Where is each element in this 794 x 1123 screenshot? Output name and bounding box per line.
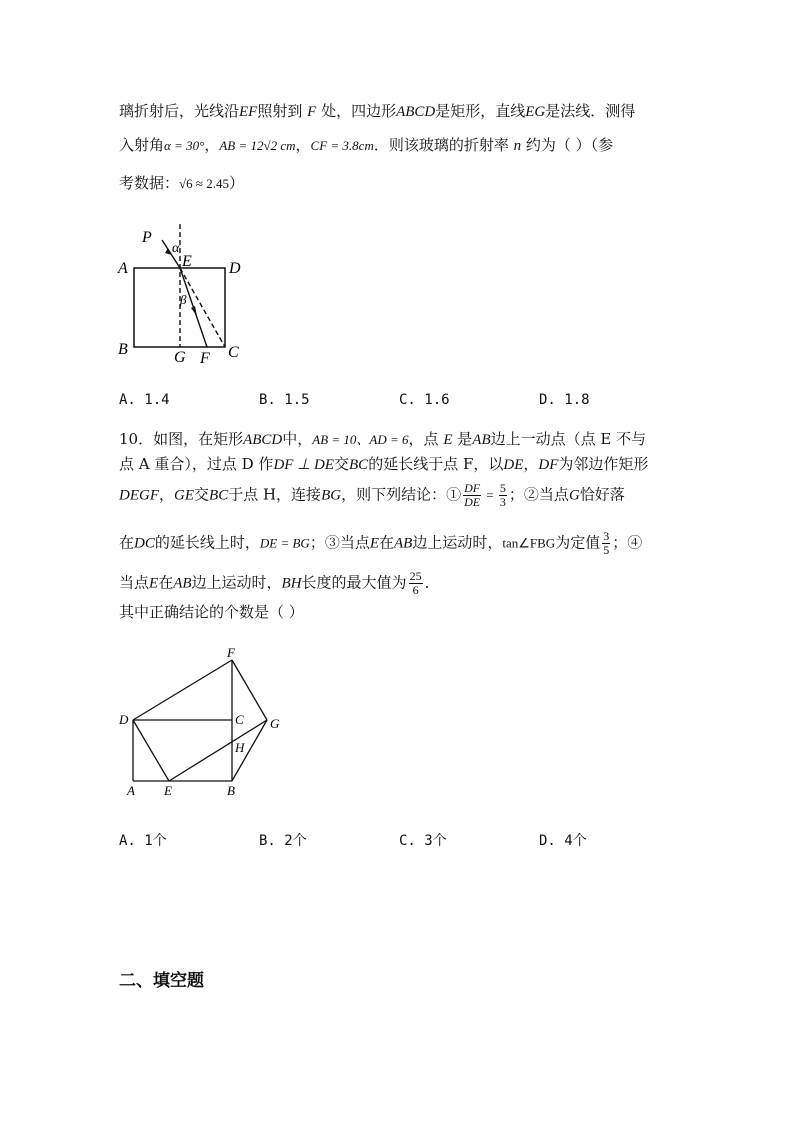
text: 于点 H，连接 xyxy=(228,485,322,504)
refracted-arrow xyxy=(191,306,197,316)
fraction-df-de xyxy=(463,482,481,509)
section-heading-fill-in: 二、填空题 xyxy=(119,971,204,991)
math-de-bg: DE = BG xyxy=(259,535,310,551)
label-f: F xyxy=(227,645,235,660)
text: 的延长线上时， xyxy=(154,533,260,552)
text: ，则下列结论：① xyxy=(341,485,462,504)
math-ab: AB xyxy=(472,432,491,448)
segment-eg xyxy=(169,720,267,781)
math-bc: BC xyxy=(209,487,229,504)
segment-df xyxy=(133,660,232,720)
text: 处，四边形 xyxy=(316,102,397,120)
math-f: F xyxy=(307,104,317,120)
math-given: AB = 10、AD = 6 xyxy=(312,432,409,447)
text: 为邻边作矩形 xyxy=(558,455,649,473)
text: ；③当点 xyxy=(309,533,370,552)
math-eg: EG xyxy=(525,104,546,120)
text: 照射到 xyxy=(257,102,308,120)
math-abcd: ABCD xyxy=(243,432,283,448)
label-g: G xyxy=(270,716,280,731)
label-p: P xyxy=(142,229,152,246)
text: 是法线．测得 xyxy=(545,102,636,120)
label-h: H xyxy=(235,740,245,755)
q9-text-line-1 xyxy=(119,100,635,121)
fraction-25-6 xyxy=(409,570,423,597)
label-b: B xyxy=(118,341,128,358)
math-tan: tan∠FBG xyxy=(502,535,556,551)
text: 在 xyxy=(158,573,174,592)
math-sqrt6: √6 ≈ 2.45 xyxy=(179,176,230,191)
math-abcd: ABCD xyxy=(396,104,436,120)
q9-option-a[interactable]: A. 1.4 xyxy=(119,392,170,408)
text: ， xyxy=(523,455,539,473)
q10-option-b[interactable]: B. 2个 xyxy=(259,833,307,849)
text: ；②当点 xyxy=(508,485,569,504)
text: ， xyxy=(295,136,311,154)
label-e: E xyxy=(164,783,172,798)
text: = xyxy=(483,487,497,503)
math-bg: BG xyxy=(321,487,342,504)
math-ab-eq: AB = 12√2 cm xyxy=(219,138,296,153)
math-perp: DF ⊥ DE xyxy=(273,457,334,473)
q10-option-c[interactable]: C. 3个 xyxy=(399,833,447,849)
math-e: E xyxy=(369,535,379,552)
text: ；④ xyxy=(612,533,643,552)
text: 的延长线于点 F，以 xyxy=(368,455,504,473)
text: 边上一动点（点 E 不与 xyxy=(490,430,647,448)
text: ．则该玻璃的折射率 xyxy=(373,136,514,154)
segment-de xyxy=(133,720,169,781)
label-g: G xyxy=(174,349,186,366)
text: 为定值 xyxy=(555,533,601,552)
math-e: E xyxy=(443,432,453,448)
text: 长度的最大值为 xyxy=(301,573,407,592)
frac-num: 3 xyxy=(603,529,610,543)
math-ge: GE xyxy=(174,487,195,504)
frac-num: DF xyxy=(464,481,481,495)
q10-text-line-4 xyxy=(119,530,642,557)
math-alpha-eq: α = 30° xyxy=(164,138,205,153)
text: 恰好落 xyxy=(579,485,625,504)
q9-text-line-2 xyxy=(119,134,613,155)
text: 中， xyxy=(282,430,313,448)
text: 璃折射后，光线沿 xyxy=(119,102,240,120)
label-c: C xyxy=(228,344,239,361)
frac-num: 5 xyxy=(499,481,506,495)
text: ，点 xyxy=(408,430,444,448)
frac-den: 5 xyxy=(603,543,610,557)
math-n: n xyxy=(513,138,522,154)
segment-fg xyxy=(232,660,267,720)
text: 边上运动时， xyxy=(412,533,503,552)
q10-text-line-2 xyxy=(119,453,648,474)
math-dc: DC xyxy=(134,535,155,552)
math-de: DE xyxy=(503,457,524,473)
label-e: E xyxy=(182,253,192,270)
text: 考数据： xyxy=(119,174,180,192)
math-ab: AB xyxy=(173,575,192,592)
text: 10．如图，在矩形 xyxy=(119,430,244,448)
q10-option-a[interactable]: A. 1个 xyxy=(119,833,167,849)
math-g: G xyxy=(568,487,580,504)
text: 在 xyxy=(379,533,395,552)
text: 交 xyxy=(334,455,350,473)
math-bh: BH xyxy=(281,575,302,592)
math-ef: EF xyxy=(239,104,258,120)
q9-option-c[interactable]: C. 1.6 xyxy=(399,392,450,408)
frac-den: 3 xyxy=(499,495,506,509)
q10-text-line-5 xyxy=(119,570,440,597)
frac-num: 25 xyxy=(409,569,422,583)
text: 是 xyxy=(452,430,473,448)
frac-den: DE xyxy=(464,495,481,509)
incident-arrow xyxy=(165,248,172,255)
math-df: DF xyxy=(538,457,559,473)
q9-refraction-figure xyxy=(110,220,260,370)
text: ． xyxy=(424,573,440,592)
text: 边上运动时， xyxy=(191,573,282,592)
text: 点 A 重合），过点 D 作 xyxy=(119,455,274,473)
q9-text-line-3 xyxy=(119,172,244,193)
q9-option-d[interactable]: D. 1.8 xyxy=(539,392,590,408)
text: 入射角 xyxy=(119,136,165,154)
math-e: E xyxy=(149,575,159,592)
text: 在 xyxy=(119,533,135,552)
fraction-3-5 xyxy=(602,530,610,557)
label-a: A xyxy=(118,260,128,277)
math-cf-eq: CF = 3.8cm xyxy=(310,138,374,153)
text: ， xyxy=(159,485,175,504)
fraction-5-3 xyxy=(499,482,507,509)
label-d: D xyxy=(119,712,129,727)
label-alpha: α xyxy=(172,241,180,256)
q10-option-d[interactable]: D. 4个 xyxy=(539,833,587,849)
q9-option-b[interactable]: B. 1.5 xyxy=(259,392,310,408)
math-bc: BC xyxy=(349,457,369,473)
text: ） xyxy=(229,174,245,192)
text: 当点 xyxy=(119,573,150,592)
label-b: B xyxy=(227,783,235,798)
frac-den: 6 xyxy=(412,583,419,597)
text: 交 xyxy=(194,485,210,504)
label-c: C xyxy=(235,712,244,727)
q10-text-line-6: 其中正确结论的个数是（ ） xyxy=(119,603,304,621)
math-defg: DEGF xyxy=(119,487,159,504)
q10-text-line-1 xyxy=(119,428,646,449)
label-d: D xyxy=(229,260,241,277)
label-f: F xyxy=(200,350,210,367)
math-ab: AB xyxy=(394,535,413,552)
q10-geometry-figure xyxy=(110,642,290,802)
q10-text-line-3 xyxy=(119,482,625,509)
label-a: A xyxy=(127,783,135,798)
label-beta: β xyxy=(180,292,187,307)
text: ， xyxy=(204,136,220,154)
text: 是矩形，直线 xyxy=(435,102,526,120)
text: 约为（ ）（参 xyxy=(521,136,614,154)
